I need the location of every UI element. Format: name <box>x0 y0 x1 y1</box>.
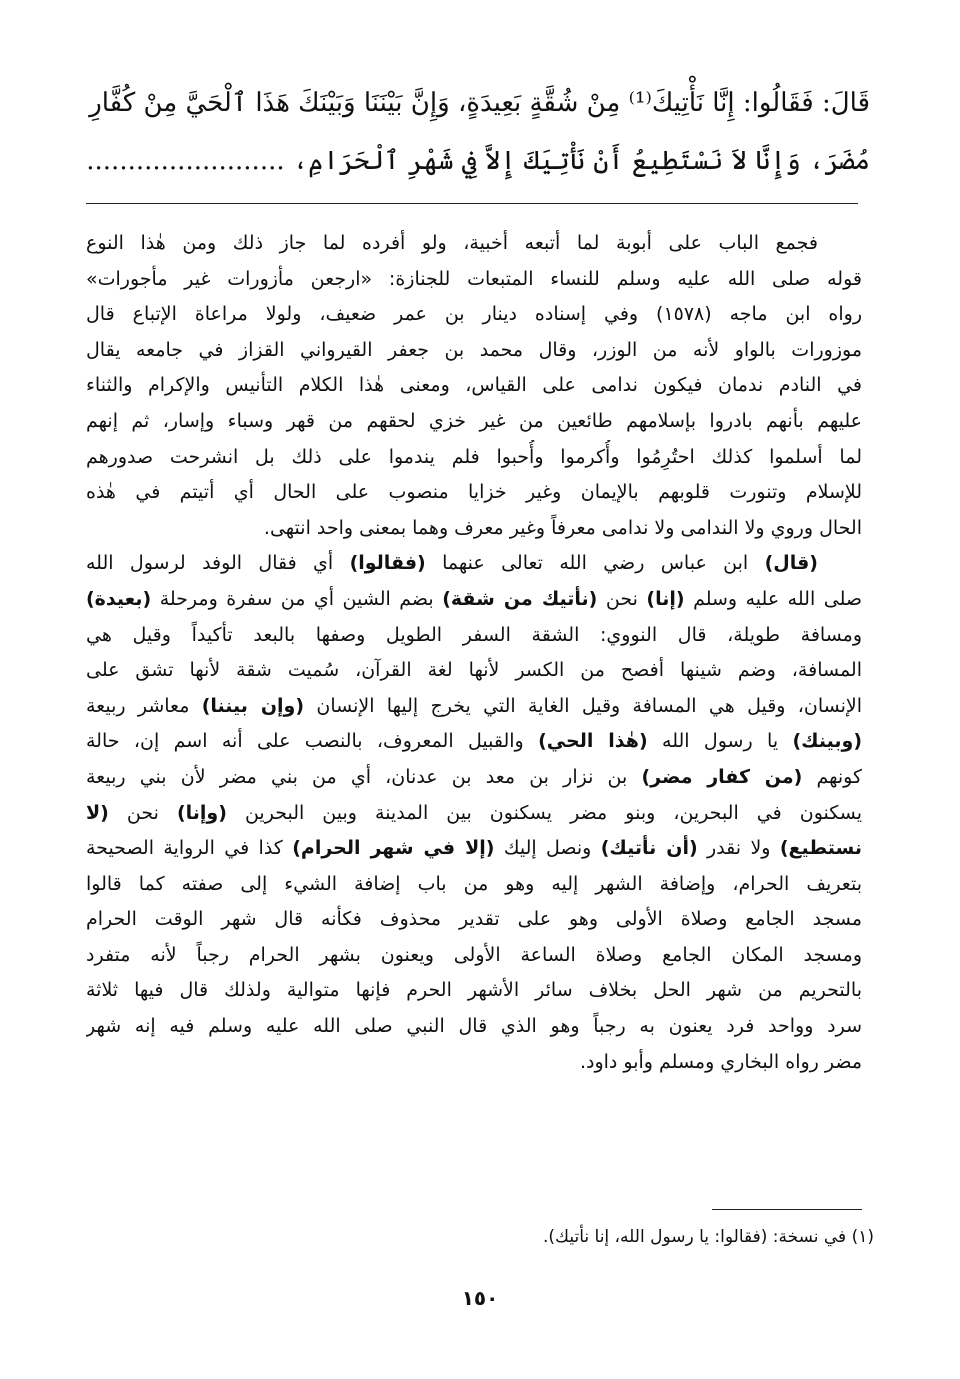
commentary-paragraph <box>86 226 862 546</box>
text-line <box>86 831 862 867</box>
text-run: بضم الشين أي من سفرة ومرحلة <box>151 587 443 610</box>
text-line: رواه ابن ماجه (١٥٧٨) وفي إسناده دينار بن عمر ضعيف، ولولا مراعاة الإتباع قال <box>86 303 862 326</box>
footnote-number: (١) <box>851 1227 874 1247</box>
text-line <box>86 689 862 725</box>
text-run: الإنسان، وقيل هي المسافة وقيل الغاية التي يخرج إليها الإنسان <box>304 694 862 717</box>
footnote <box>174 1222 874 1252</box>
text-line <box>86 796 862 832</box>
text-line <box>86 582 862 618</box>
text-line: في النادم ندمان فيكون ندامى على القياس، ومعنى هٰذا الكلام التأنيس والإكرام والثناء <box>86 374 862 397</box>
text-line: قوله صلى الله عليه وسلم للنساء المتبعات للجنازة: «ارجعن مأزورات غير مأجورات» <box>86 267 862 290</box>
text-line: للإسلام وتنورت قلوبهم بالإيمان وغير خزايا منصوب على الحال أي أتيتم في هٰذه <box>86 481 862 504</box>
commentary <box>86 226 862 1080</box>
text-line <box>86 724 862 760</box>
quoted-term: (إلا في شهر الحرام) <box>292 837 495 860</box>
quoted-term: (وإنا) <box>176 801 227 824</box>
quoted-term: (من كفار مضر) <box>641 765 803 788</box>
text-run: معاشر ربيعة <box>86 694 202 717</box>
text-line <box>86 760 862 796</box>
quoted-term: نستطيع) <box>779 837 862 860</box>
quoted-term: (أن نأتيك) <box>600 837 698 860</box>
text-line: عليهم بأنهم بادروا بإسلامهم طائعين من غير خزي لحقهم من قهر وسباء وإسار، ثم إنهم <box>86 409 862 432</box>
text-line: فجمع الباب على أبوبة لما أتبعه أخبية، ولو أفرده لما جاز ذلك ومن هٰذا النوع <box>86 232 818 254</box>
text-run: يا رسول الله <box>647 730 793 753</box>
hadith-line: قَالَ: فَقَالُوا: إِنَّا نَأْتِيكَ⁽¹⁾ مِنْ شُقَّةٍ بَعِيدَةٍ، وَإِنَّ بَيْنَنَا وَبَيْنَكَ هَذَا ٱلْحَيَّ مِنْ كُفَّارِ <box>89 88 870 118</box>
text-line: المسافة، وضم شينها أفصح من الكسر لأنها لغة القرآن، سُميت شقة لأنها تشق على <box>86 659 862 682</box>
text-line: سرد وواحد فرد يعنون به رجباً وهو الذي قال النبي صلى الله عليه وسلم فيه إنه شهر <box>86 1015 862 1038</box>
text-line: بتعريف الحرام، وإضافة الشهر إليه وهو من باب إضافة الشيء إلى صفته كما قالوا <box>86 872 862 895</box>
text-line: مضر رواه البخاري ومسلم وأبو داود. <box>579 1050 862 1073</box>
commentary-paragraph <box>86 546 862 1080</box>
footnote-text: في نسخة: (فقالوا: يا رسول الله، إنا نأتيك). <box>542 1227 852 1247</box>
text-run: ابن عباس رضي الله تعالى عنهما <box>425 552 765 575</box>
footnote-rule <box>712 1209 862 1210</box>
text-run: والقبيل المعروف، بالنصب على أنه اسم إن، حالة <box>86 730 539 753</box>
quoted-term: (وبينك) <box>792 730 862 753</box>
text-run: نحن <box>597 587 647 610</box>
text-line: ومسافة طويلة، قال النووي: الشقة السفر الطويل وصفها بالبعد تأكيداً وقيل هي <box>86 623 862 646</box>
text-line: ومسجد المكان الجامع وصلاة الساعة الأولى ويعنون بشهر الحرام رجباً لأنه متفرد <box>86 943 862 966</box>
hadith-line: مُضَرَ، وَإِنَّا لاَ نَسْتَطِيعُ أَنْ نَأْتِيَكَ إِلاَّ فِي شَهْرِ ٱلْحَرَامِ، ........................ <box>86 146 870 176</box>
quoted-term: (هٰذا الحي) <box>538 730 648 753</box>
quoted-term: (فقالوا) <box>349 552 426 575</box>
quoted-term: (إنا) <box>646 587 685 610</box>
text-run: يسكنون في البحرين، وبنو مضر يسكنون بين المدينة وبين البحرين <box>226 801 862 824</box>
text-run: صلى الله عليه وسلم <box>684 587 862 610</box>
quoted-term: (بعيدة) <box>86 587 152 610</box>
text-line <box>86 546 862 582</box>
quoted-term: (قال) <box>764 552 818 575</box>
text-run: كذا في الرواية الصحيحة <box>86 837 293 860</box>
text-run: ونصل إليك <box>494 837 601 860</box>
quoted-term: (نأتيك من شقة) <box>442 587 598 610</box>
text-line: الحال وروي ولا الندامى ولا ندامى معرفاً وغير معرف وهما بمعنى واحد انتهى. <box>263 516 862 539</box>
hadith-text <box>82 74 870 190</box>
text-line: بالتحريم من شهر الحل بخلاف سائر الأشهر الحرم فإنها متوالية ولذلك قال فيها ثلاثة <box>86 979 862 1002</box>
separator-rule <box>86 203 858 204</box>
text-line: لما أسلموا كذلك احتُرِمُوا وأُكرموا وأُحبوا فلم يندموا على ذلك بل انشرحت صدورهم <box>86 445 862 468</box>
text-line: مسجد الجامع وصلاة الأولى وهو على تقدير محذوف فكأنه قال شهر الوقت الحرام <box>86 908 862 931</box>
page-number: ١٥٠ <box>461 1286 499 1310</box>
text-run: كونهم <box>802 765 862 788</box>
quoted-term: (لا <box>86 801 109 824</box>
text-line: موزورات بالواو لأنه من الوزر، وقال محمد بن جعفر القيرواني القزاز في جامعه يقال <box>86 338 862 361</box>
text-run: بن نزار بن معد بن عدنان، أي من بني مضر لأن بني ربيعة <box>86 765 642 788</box>
text-run: نحن <box>108 801 177 824</box>
text-run: أي فقال الوفد لرسول الله <box>86 552 350 575</box>
quoted-term: (وإن بيننا) <box>201 694 305 717</box>
text-run: ولا نقدر <box>697 837 780 860</box>
